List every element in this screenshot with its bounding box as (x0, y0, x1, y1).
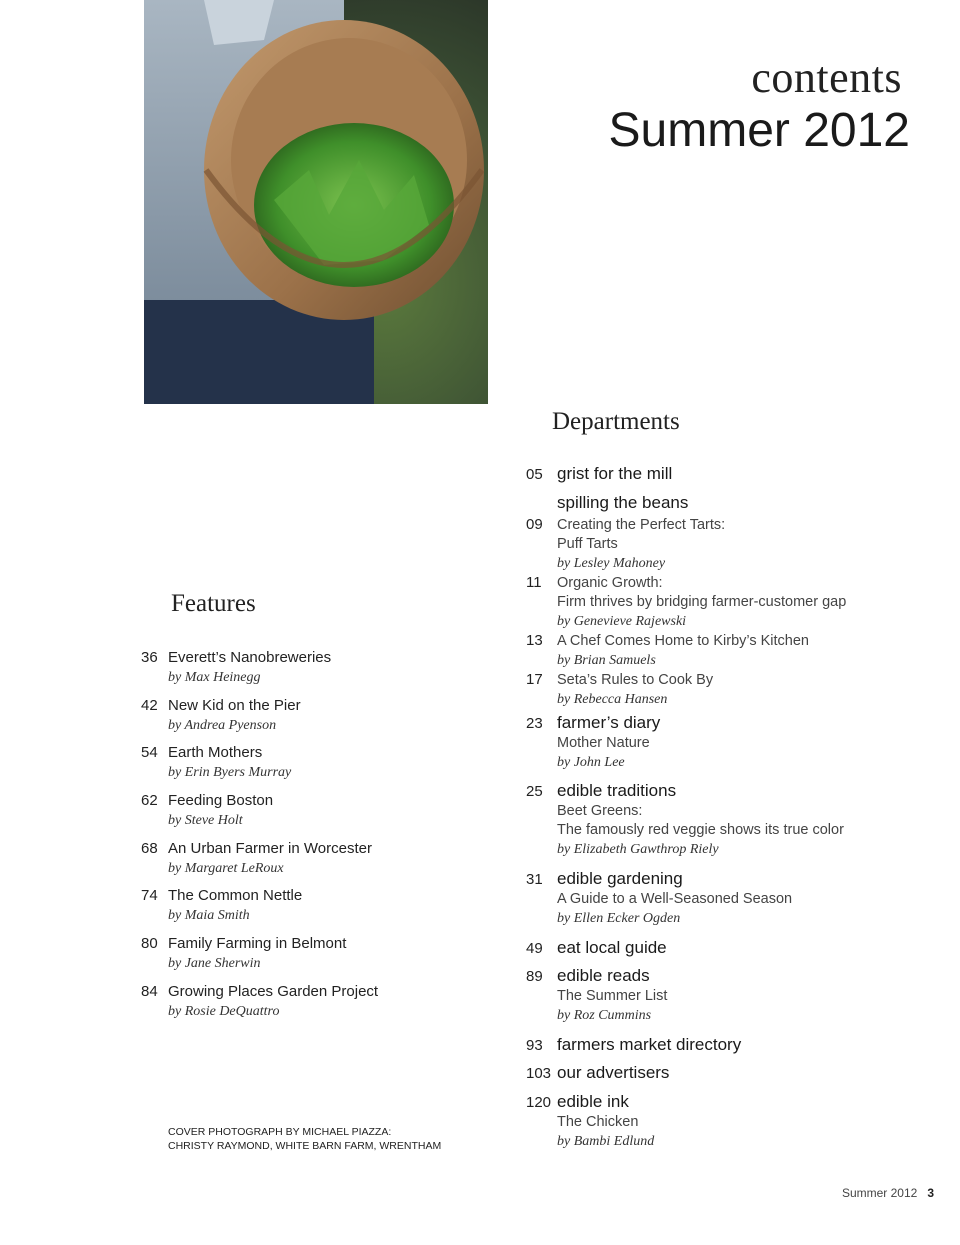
page-number: 09 (526, 516, 543, 533)
page-number: 84 (141, 982, 158, 1000)
page-number: 89 (526, 968, 543, 985)
author-byline: by Max Heinegg (168, 670, 261, 685)
department-title: eat local guide (557, 938, 667, 957)
article-title: A Guide to a Well-Seasoned Season (557, 891, 793, 907)
department-title: edible traditions (557, 781, 677, 800)
author-byline: by Elizabeth Gawthrop Riely (557, 842, 719, 857)
article-subtitle: Firm thrives by bridging farmer-customer gap (557, 594, 847, 610)
basket-of-nettles-photo (144, 0, 488, 404)
article-title: Mother Nature (557, 735, 650, 751)
feature-item[interactable] (141, 648, 501, 696)
page-number: 103 (526, 1065, 552, 1082)
department-title: edible gardening (557, 869, 683, 888)
author-byline: by Bambi Edlund (557, 1134, 655, 1149)
article-title: Feeding Boston (168, 792, 274, 810)
page-number: 68 (141, 839, 158, 857)
feature-item[interactable] (141, 886, 501, 934)
contents-title: contents (751, 53, 902, 102)
page-number: 93 (526, 1037, 543, 1054)
article-title: Beet Greens: (557, 803, 643, 819)
article-title: Creating the Perfect Tarts: (557, 517, 726, 533)
footer-page-number: 3 (927, 1186, 934, 1200)
author-byline: by Rebecca Hansen (557, 692, 668, 707)
author-byline: by Maia Smith (168, 908, 250, 924)
page-number: 62 (141, 792, 158, 810)
author-byline: by Ellen Ecker Ogden (557, 911, 681, 926)
feature-item[interactable] (141, 839, 501, 887)
article-title: The Chicken (557, 1114, 639, 1130)
department-title: farmer’s diary (557, 713, 661, 732)
author-byline: by Steve Holt (168, 813, 243, 829)
page-number: 23 (526, 715, 543, 732)
page-number: 80 (141, 935, 158, 953)
departments-heading: Departments (552, 408, 680, 435)
feature-item[interactable] (141, 934, 501, 982)
article-subtitle: The famously red veggie shows its true color (557, 822, 844, 838)
page-number: 120 (526, 1094, 552, 1111)
author-byline: by Andrea Pyenson (168, 717, 277, 733)
feature-item[interactable] (141, 743, 501, 791)
author-byline: by John Lee (557, 755, 625, 770)
features-heading: Features (171, 590, 256, 617)
author-byline: by Margaret LeRoux (168, 860, 284, 876)
department-item[interactable] (526, 712, 906, 772)
author-byline: by Jane Sherwin (168, 956, 261, 972)
cover-credit-line: COVER PHOTOGRAPH BY MICHAEL PIAZZA: (168, 1126, 392, 1138)
department-title: edible reads (557, 966, 650, 985)
department-item[interactable] (526, 937, 906, 959)
page-footer (842, 1186, 934, 1200)
article-title: New Kid on the Pier (168, 696, 301, 714)
department-item[interactable] (526, 868, 906, 928)
feature-item[interactable] (141, 791, 501, 839)
page-number: 25 (526, 783, 543, 800)
author-byline: by Rosie DeQuattro (168, 1003, 280, 1019)
article-title: The Summer List (557, 988, 668, 1004)
article-title: Everett’s Nanobreweries (168, 649, 332, 666)
department-title: our advertisers (557, 1063, 670, 1082)
department-item[interactable] (526, 1034, 906, 1056)
article-title: An Urban Farmer in Worcester (168, 839, 372, 857)
department-item[interactable] (526, 492, 906, 709)
page-number: 49 (526, 940, 543, 957)
cover-credit-line: CHRISTY RAYMOND, WHITE BARN FARM, WRENTHAM (168, 1140, 442, 1152)
article-title: A Chef Comes Home to Kirby’s Kitchen (557, 633, 809, 649)
author-byline: by Erin Byers Murray (168, 765, 292, 781)
author-byline: by Lesley Mahoney (557, 556, 666, 571)
article-title: Seta’s Rules to Cook By (557, 672, 714, 688)
issue-title: Summer 2012 (608, 104, 910, 157)
article-subtitle: Puff Tarts (557, 536, 618, 552)
page-number: 31 (526, 871, 543, 888)
page-number: 05 (526, 466, 543, 483)
department-item[interactable] (526, 463, 906, 485)
department-item[interactable] (526, 780, 906, 859)
page-number: 54 (141, 744, 158, 762)
cover-photo (144, 0, 488, 404)
article-title: Family Farming in Belmont (168, 935, 347, 953)
department-item[interactable] (526, 1091, 906, 1151)
features-list (141, 648, 501, 1030)
feature-item[interactable] (141, 982, 501, 1030)
article-title: Growing Places Garden Project (168, 982, 379, 1000)
article-title: The Common Nettle (168, 887, 303, 905)
department-item[interactable] (526, 1062, 906, 1084)
feature-item[interactable] (141, 696, 501, 744)
page-number: 11 (526, 574, 542, 591)
department-title: spilling the beans (557, 493, 689, 512)
department-title: edible ink (557, 1092, 629, 1111)
page-number: 13 (526, 632, 543, 649)
page-number: 17 (526, 671, 543, 688)
cover-credit (168, 1125, 488, 1153)
footer-issue: Summer 2012 (841, 1186, 918, 1200)
page-number: 36 (141, 649, 158, 666)
article-title: Organic Growth: (557, 575, 663, 591)
department-item[interactable] (526, 965, 906, 1025)
page-number: 74 (141, 887, 158, 905)
author-byline: by Genevieve Rajewski (557, 614, 687, 629)
page-number: 42 (141, 696, 158, 714)
department-title: farmers market directory (557, 1035, 742, 1054)
author-byline: by Roz Cummins (557, 1008, 652, 1023)
author-byline: by Brian Samuels (557, 653, 656, 668)
article-title: Earth Mothers (168, 744, 263, 762)
department-title: grist for the mill (557, 464, 673, 483)
